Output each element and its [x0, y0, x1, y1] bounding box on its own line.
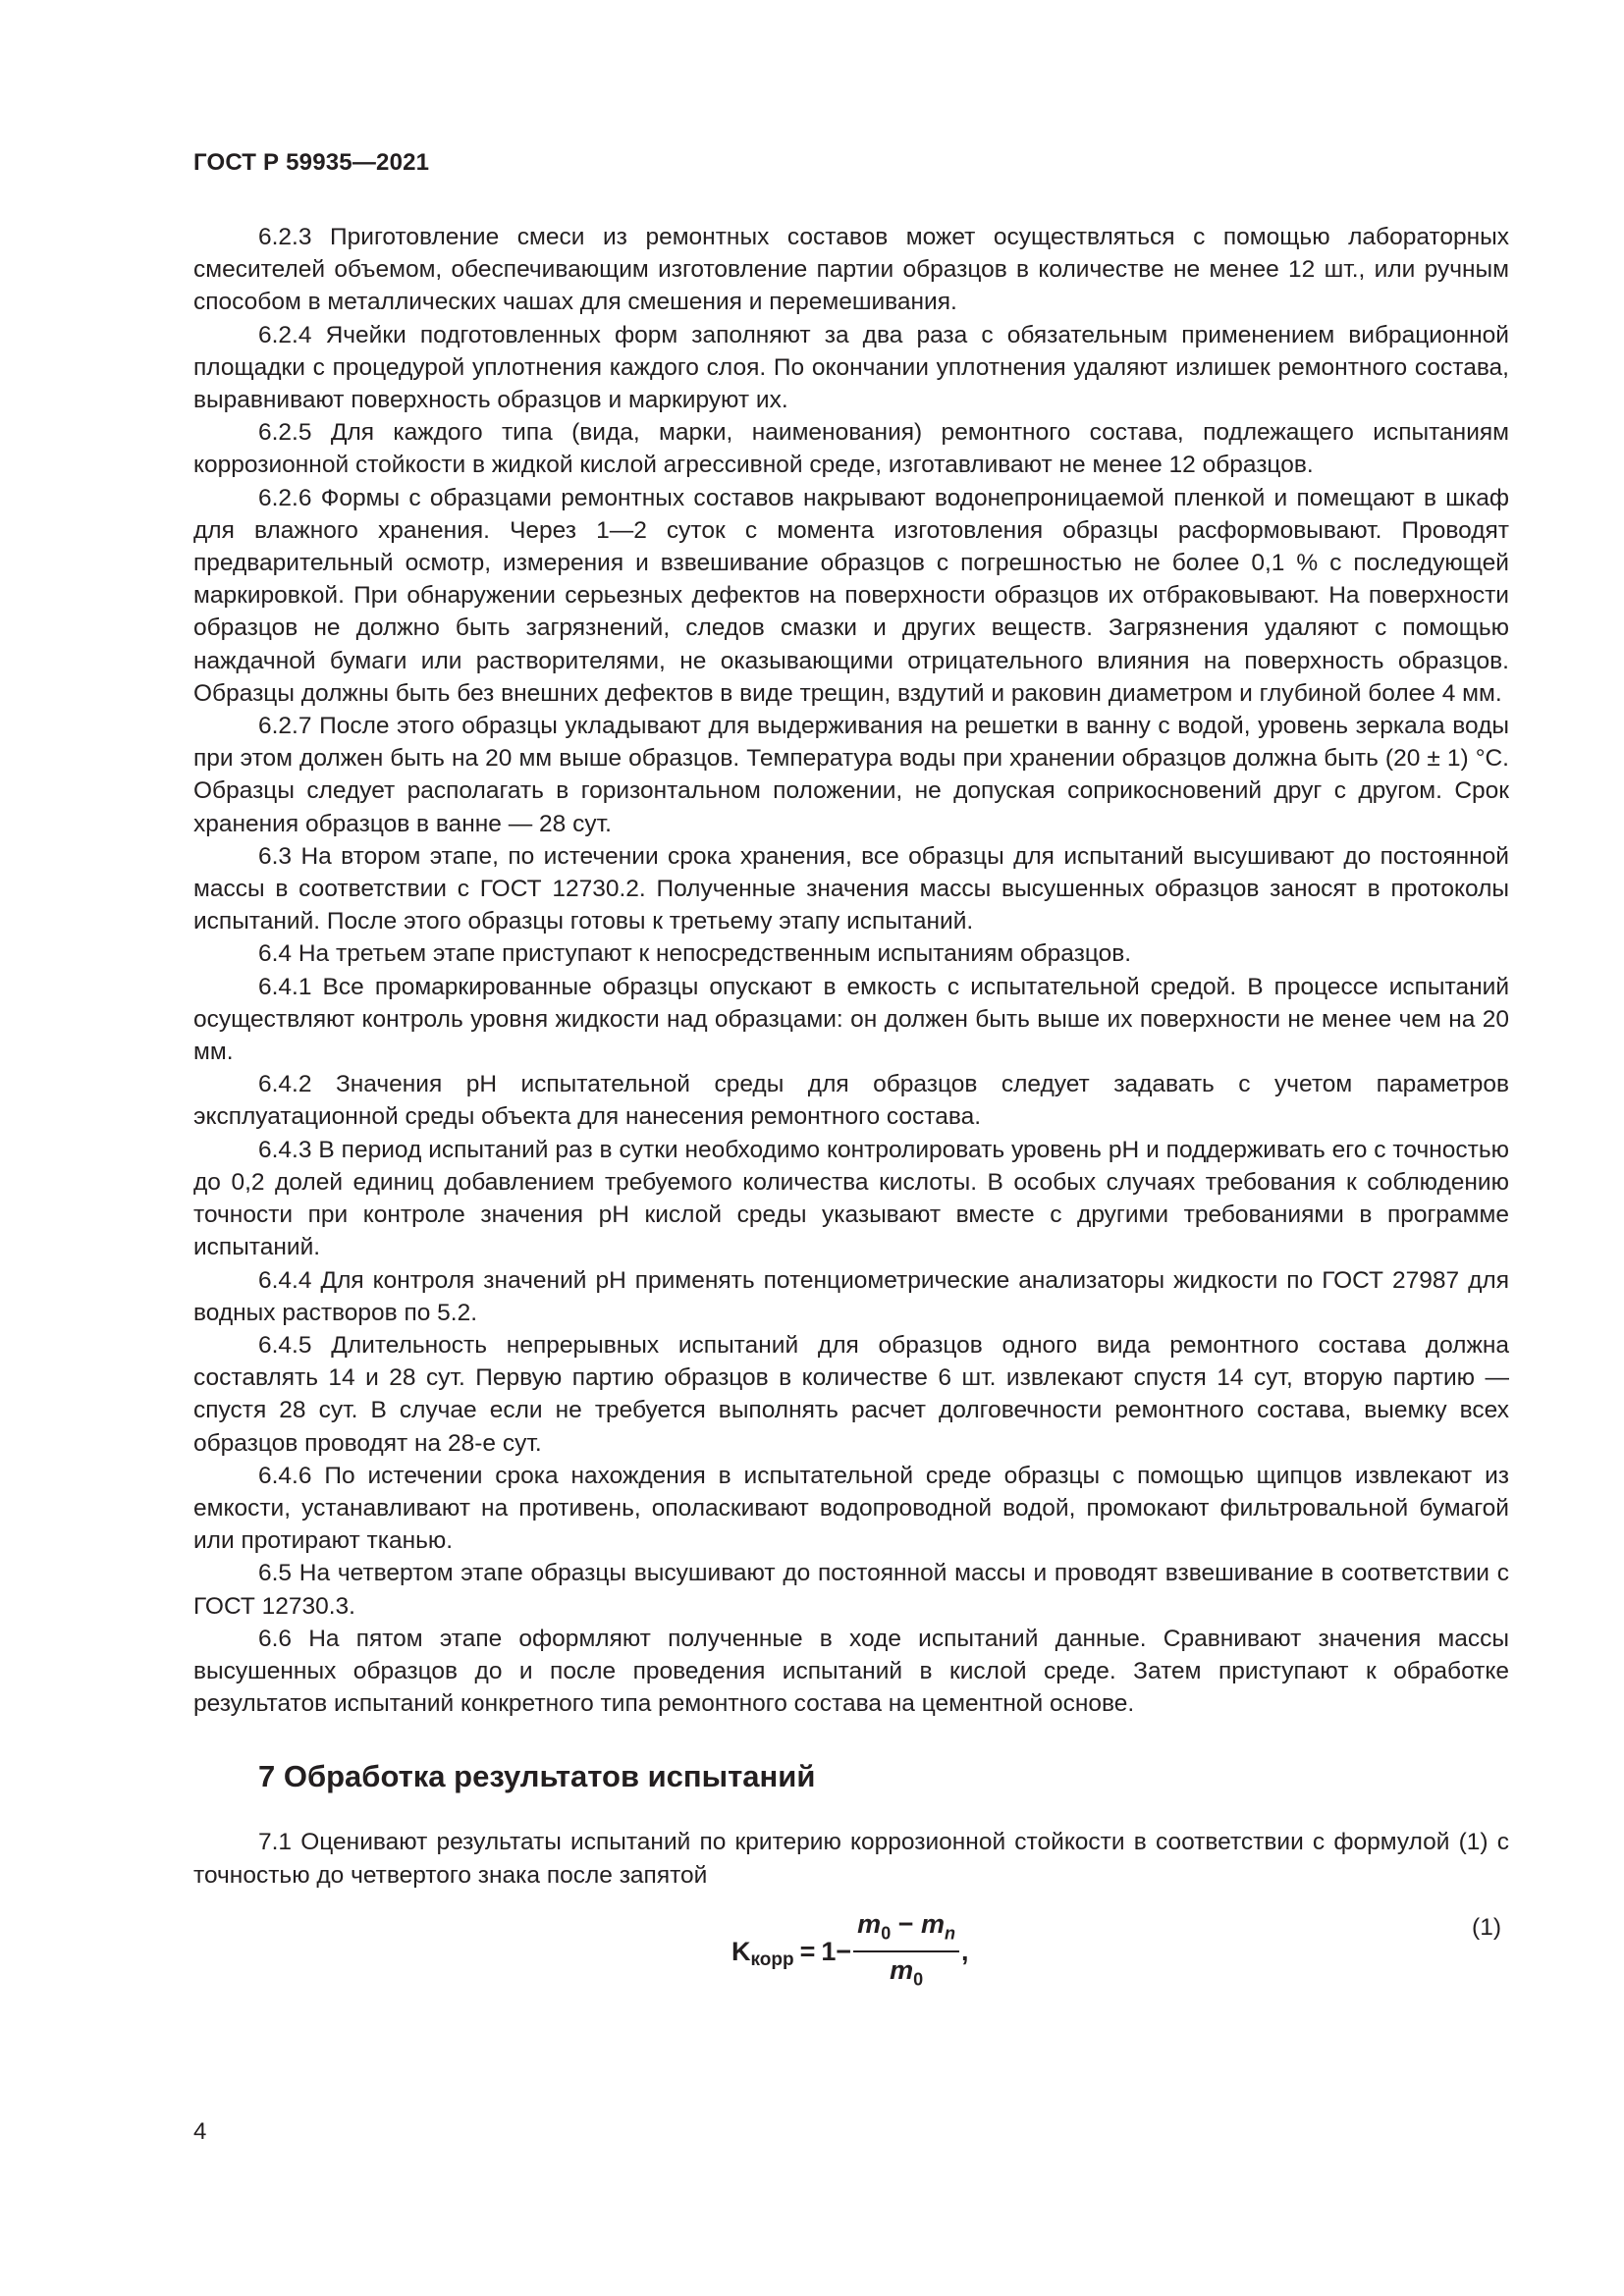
clause-6-4-1: 6.4.1 Все промаркированные образцы опускают в емкость с испытательной средой. В процессе испытаний осуществляют контроль уровня жидкости над образцами: он должен быть выше их поверхности не менее чем на 20 мм. — [193, 973, 1509, 1066]
clause-6-4: 6.4 На третьем этапе приступают к непосредственным испытаниям образцов. — [258, 940, 1132, 968]
page-number: 4 — [193, 2118, 207, 2145]
formula-minus: − — [836, 1936, 852, 1966]
section-7-title: 7 Обработка результатов испытаний — [258, 1759, 816, 1794]
formula-1 — [731, 1909, 969, 1995]
formula-fraction — [853, 1909, 959, 1995]
formula-equals: = — [799, 1936, 816, 1966]
clause-6-4-2: 6.4.2 Значения pH испытательной среды для образцов следует задавать с учетом параметров эксплуатационной среды объекта для нанесения ремонтного состава. — [193, 1071, 1509, 1131]
formula-lhs-subscript: корр — [750, 1949, 794, 1970]
numerator-mn-subscript: n — [945, 1923, 955, 1944]
clause-6-2-7: 6.2.7 После этого образцы укладывают для выдерживания на решетки в ванну с водой, уровень зеркала воды при этом должен быть на 20 мм выше образцов. Температура воды при хранении образцов должна быть (20 ± 1) °С. Образцы следует располагать в горизонтальном положении, не допуская соприкосновений друг с другом. Срок хранения образцов в ванне — 28 сут. — [193, 713, 1509, 837]
formula-number: (1) — [1472, 1913, 1501, 1941]
formula-numerator — [853, 1909, 959, 1952]
numerator-m0-subscript: 0 — [881, 1923, 892, 1944]
numerator-mn: m — [920, 1908, 945, 1939]
clause-6-5: 6.5 На четвертом этапе образцы высушивают до постоянной массы и проводят взвешивание в соответствии с ГОСТ 12730.3. — [193, 1560, 1509, 1620]
numerator-m0: m — [857, 1908, 882, 1939]
numerator-minus: − — [891, 1908, 921, 1939]
clause-6-4-6: 6.4.6 По истечении срока нахождения в испытательной среде образцы с помощью щипцов извлекают из емкости, устанавливают на противень, ополаскивают водопроводной водой, промокают фильтровальной бумагой или протирают тканью. — [193, 1462, 1509, 1555]
denominator-m0: m — [890, 1955, 914, 1986]
formula-denominator — [890, 1952, 923, 1994]
clause-6-4-5: 6.4.5 Длительность непрерывных испытаний для образцов одного вида ремонтного состава должна составлять 14 и 28 сут. Первую партию образцов в количестве 6 шт. извлекают спустя 14 сут, вторую партию — спустя 28 сут. В случае если не требуется выполнять расчет долговечности ремонтного состава, выемку всех образцов проводят на 28-е сут. — [193, 1331, 1509, 1457]
clause-7-1: 7.1 Оценивают результаты испытаний по критерию коррозионной стойкости в соответствии с формулой (1) с точностью до четвертого знака после запятой — [193, 1829, 1509, 1889]
denominator-m0-subscript: 0 — [913, 1969, 924, 1990]
formula-comma: , — [961, 1936, 969, 1966]
clause-6-4-3: 6.4.3 В период испытаний раз в сутки необходимо контролировать уровень pH и поддерживать его с точностью до 0,2 долей единиц добавлением требуемого количества кислоты. В особых случаях требования к соблюдению точности при контроле значения pH кислой среды указывают вместе с другими требованиями в программе испытаний. — [193, 1136, 1509, 1261]
clause-6-6: 6.6 На пятом этапе оформляют полученные в ходе испытаний данные. Сравнивают значения массы высушенных образцов до и после проведения испытаний в кислой среде. Затем приступают к обработке результатов испытаний конкретного типа ремонтного состава на цементной основе. — [193, 1625, 1509, 1718]
clause-6-2-4: 6.2.4 Ячейки подготовленных форм заполняют за два раза с обязательным применением вибрационной площадки с процедурой уплотнения каждого слоя. По окончании уплотнения удаляют излишек ремонтного состава, выравнивают поверхность образцов и маркируют их. — [193, 321, 1509, 414]
clause-6-2-5: 6.2.5 Для каждого типа (вида, марки, наименования) ремонтного состава, подлежащего испытаниям коррозионной стойкости в жидкой кислой агрессивной среде, изготавливают не менее 12 образцов. — [193, 419, 1509, 479]
formula-row — [193, 1899, 1509, 2007]
clause-6-2-3: 6.2.3 Приготовление смеси из ремонтных составов может осуществляться с помощью лабораторных смесителей объемом, обеспечивающим изготовление партии образцов в количестве не менее 12 шт., или ручным способом в металлических чашах для смешения и перемешивания. — [193, 224, 1509, 316]
clause-6-4-4: 6.4.4 Для контроля значений pH применять потенциометрические анализаторы жидкости по ГОСТ 27987 для водных растворов по 5.2. — [193, 1266, 1509, 1326]
clause-6-3: 6.3 На втором этапе, по истечении срока хранения, все образцы для испытаний высушивают до постоянной массы в соответствии с ГОСТ 12730.2. Полученные значения массы высушенных образцов заносят в протоколы испытаний. После этого образцы готовы к третьему этапу испытаний. — [193, 842, 1509, 935]
document-body — [193, 221, 1509, 2007]
formula-one: 1 — [821, 1936, 837, 1966]
formula-lhs: K — [731, 1936, 751, 1966]
clause-6-2-6: 6.2.6 Формы с образцами ремонтных составов накрывают водонепроницаемой пленкой и помещают в шкаф для влажного хранения. Через 1—2 суток с момента изготовления образцы расформовывают. Проводят предварительный осмотр, измерения и взвешивание образцов с погрешностью не более 0,1 % с последующей маркировкой. При обнаружении серьезных дефектов на поверхности образцов их отбраковывают. На поверхности образцов не должно быть загрязнений, следов смазки и других веществ. Загрязнения удаляют с помощью наждачной бумаги или растворителями, не оказывающими отрицательного влияния на поверхность образцов. Образцы должны быть без внешних дефектов в виде трещин, вздутий и раковин диаметром и глубиной более 4 мм. — [193, 484, 1509, 707]
document-header: ГОСТ Р 59935—2021 — [193, 149, 430, 176]
